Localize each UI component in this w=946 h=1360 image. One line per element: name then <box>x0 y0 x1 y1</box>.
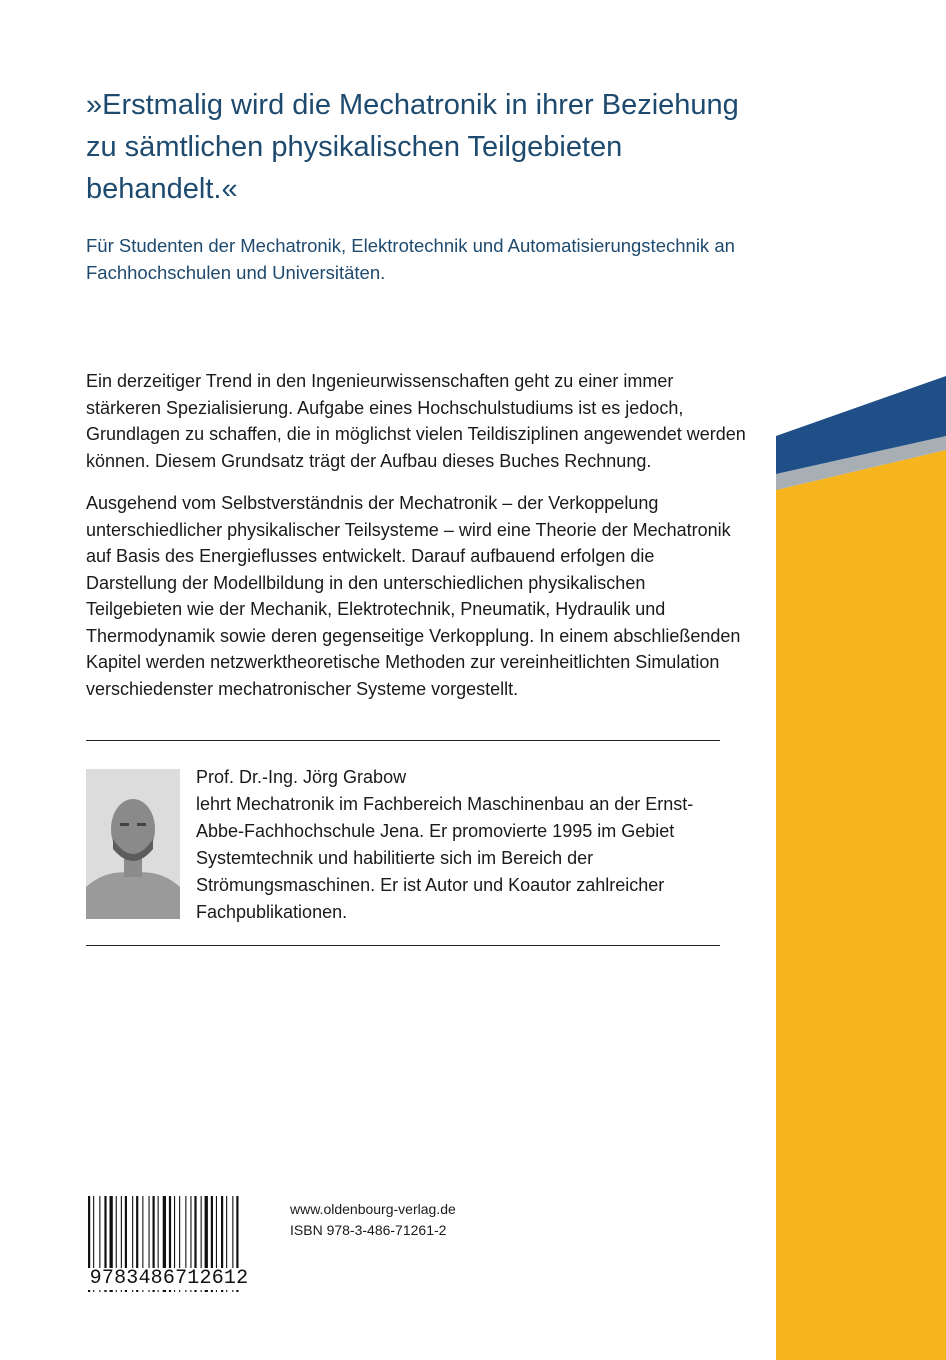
yellow-band <box>776 450 946 1360</box>
isbn-number: ISBN 978-3-486-71261-2 <box>290 1222 447 1238</box>
divider-top <box>86 740 720 741</box>
publisher-url[interactable]: www.oldenbourg-verlag.de <box>290 1201 456 1217</box>
author-photo <box>86 769 180 919</box>
description-paragraph-2: Ausgehend vom Selbstverständnis der Mechatronik – der Verkoppelung unterschiedlicher physikalischer Teilsysteme – wird eine Theorie der Mechatronik auf Basis des Energieflusses entwickelt. Darauf aufbauend erfolgen die Darstellung der Modellbildung in den unterschiedlichen physikalischen Teilgebieten wie der Mechanik, Elektrotechnik, Pneumatik, Hydraulik und Thermodynamik sowie deren gegenseitige Verkopplung. In einem abschließenden Kapitel werden netzwerktheoretische Methoden zur vereinheitlichten Simulation verschiedenster mechatronischer Systeme vorgestellt. <box>86 493 741 699</box>
barcode-digits: 9783486712612 <box>86 1268 252 1290</box>
author-info <box>196 764 736 926</box>
author-name: Prof. Dr.-Ing. Jörg Grabow <box>196 767 407 787</box>
blue-band <box>776 376 946 474</box>
target-audience: Für Studenten der Mechatronik, Elektrotechnik und Automatisierungstechnik an Fachhochschulen und Universitäten. <box>86 235 735 283</box>
gray-band <box>776 436 946 490</box>
publisher-info <box>290 1199 456 1241</box>
cover-tagline: »Erstmalig wird die Mechatronik in ihrer Beziehung zu sämtlichen physikalischen Teilgebieten behandelt.« <box>86 89 739 205</box>
description-paragraph-1: Ein derzeitiger Trend in den Ingenieurwissenschaften geht zu einer immer stärkeren Spezialisierung. Aufgabe eines Hochschulstudiums ist es jedoch, Grundlagen zu schaffen, die in möglichst vielen Teildisziplinen angewendet werden können. Diesem Grundsatz trägt der Aufbau dieses Buches Rechnung. <box>86 371 746 471</box>
author-bio: lehrt Mechatronik im Fachbereich Maschinenbau an der Ernst-Abbe-Fachhochschule Jena. Er promovierte 1995 im Gebiet Systemtechnik und habilitierte sich im Bereich der Strömungsmaschinen. Er ist Autor und Koautor zahlreicher Fachpublikationen. <box>196 794 694 922</box>
divider-bottom <box>86 945 720 946</box>
